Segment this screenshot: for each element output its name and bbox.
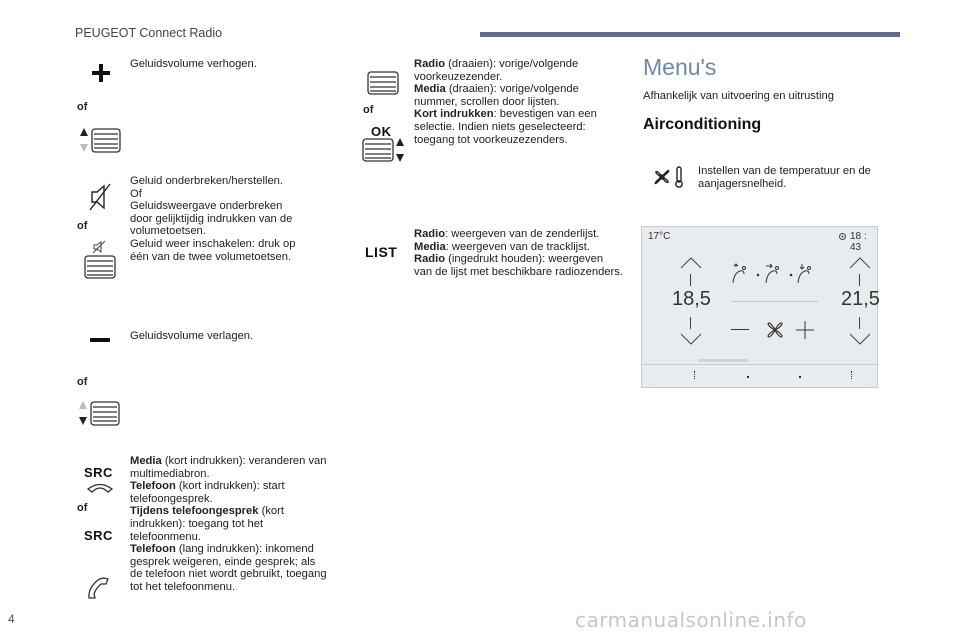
radio-text [414, 58, 624, 146]
radio-wheel-icon [367, 70, 399, 96]
of-label: of [363, 104, 374, 116]
src-text [130, 455, 330, 594]
menu-dot-icon[interactable] [747, 376, 749, 378]
src-tel-bold: Telefoon [130, 480, 176, 493]
list-media-desc: : weergeven van de tracklijst. [445, 240, 590, 253]
of-label: of [77, 502, 88, 514]
menus-title: Menu's [643, 54, 717, 80]
mute-line-7: één van de twee volumetoetsen. [130, 250, 292, 263]
airflow-mode-icons[interactable] [730, 263, 820, 285]
left-temp-tick [690, 274, 691, 286]
vol-down-text: Geluidsvolume verlagen. [130, 330, 254, 342]
list-radio-bold: Radio [414, 228, 446, 240]
mute-line-5: volumetoetsen. [130, 225, 206, 238]
right-temp-tick-2 [859, 317, 860, 329]
radio-bold: Radio [414, 58, 446, 70]
fan-plus-icon[interactable] [796, 321, 814, 339]
short-press-desc: : bevestigen van een selectie. Indien niets geselecteerd: toegang tot voorkeuzezenders. [414, 108, 597, 146]
list-radio-desc: : weergeven van de zenderlijst. [445, 228, 600, 240]
outside-temp: 17°C [648, 231, 671, 242]
src-during-text: (kort indrukken): toegang tot het telefoonmenu. [130, 505, 284, 543]
gps-icon [838, 232, 847, 241]
menu-dots-icon[interactable] [694, 371, 697, 379]
right-temp-up-icon[interactable] [849, 257, 871, 269]
minus-icon [89, 336, 111, 344]
volume-wheel-icon [83, 254, 117, 280]
clock: 18 : 43 [850, 231, 867, 253]
of-label: of [77, 101, 88, 113]
active-tab-indicator [698, 359, 748, 362]
aircon-text: Instellen van de temperatuur en de aanjagersnelheid. [698, 165, 871, 190]
header-title: PEUGEOT Connect Radio [75, 26, 223, 40]
header-bar [480, 32, 900, 37]
ok-label: OK [371, 124, 392, 139]
of-label: of [77, 220, 88, 232]
bottom-menu-bar [642, 364, 877, 388]
left-temp-down-icon[interactable] [680, 333, 702, 345]
mute-line-1: Geluid onderbreken/herstellen. [130, 175, 283, 187]
aircon-title: Airconditioning [643, 116, 762, 133]
mute-line-4: door gelijktijdig indrukken van de [130, 212, 293, 225]
list-label: LIST [365, 244, 398, 260]
menu-dots-icon-2[interactable] [851, 371, 854, 379]
list-text [414, 228, 624, 278]
mute-icon [88, 182, 112, 212]
list-radio2-bold: Radio [414, 253, 446, 266]
vol-up-text: Geluidsvolume verhogen. [130, 58, 257, 70]
src-label: SRC [84, 465, 113, 480]
of-label: of [77, 376, 88, 388]
left-temp-value: 18,5 [672, 288, 711, 310]
list-radio2-desc: (ingedrukt houden): weergeven van de lijst met beschikbare radiozenders. [414, 253, 623, 278]
phone-icon [86, 480, 114, 494]
mute-line-6: Geluid weer inschakelen: druk op [130, 237, 296, 250]
watermark: carmanualsonline.info [575, 608, 807, 632]
volume-wheel-down-icon [77, 399, 121, 427]
media-desc: (draaien): vorige/volgende nummer, scrollen door lijsten. [414, 83, 579, 108]
right-temp-tick [859, 274, 860, 286]
src-media-text: (kort indrukken): veranderen van multimediabron. [130, 455, 327, 480]
left-temp-tick-2 [690, 317, 691, 329]
src-label-2: SRC [84, 528, 113, 543]
radio-desc: (draaien): vorige/volgende voorkeuzezender. [414, 58, 579, 83]
divider [732, 301, 818, 302]
menu-dot-icon-2[interactable] [799, 376, 801, 378]
media-bold: Media [414, 83, 446, 96]
fan-temperature-icon [650, 164, 686, 190]
page-number: 4 [8, 612, 15, 626]
climate-screen [641, 226, 878, 388]
src-media-bold: Media [130, 455, 162, 467]
ok-wheel-icon [362, 137, 406, 163]
left-temp-up-icon[interactable] [680, 257, 702, 269]
plus-icon [90, 62, 112, 84]
src-tel-long-text: (lang indrukken): inkomend gesprek weigeren, einde gesprek; als de telefoon niet wordt gebruikt, toegang tot het telefoonmenu. [130, 543, 327, 593]
phone-handset-icon [86, 576, 112, 602]
src-tel-long-bold: Telefoon [130, 543, 176, 556]
fan-minus-icon[interactable] [731, 329, 749, 330]
list-media-bold: Media [414, 240, 446, 253]
src-during-bold: Tijdens telefoongesprek [130, 505, 259, 518]
volume-wheel-up-icon [78, 126, 122, 154]
mute-small-icon [92, 240, 106, 254]
mute-line-2: Of [130, 187, 142, 200]
mute-line-3: Geluidsweergave onderbreken [130, 200, 283, 213]
right-temp-value: 21,5 [841, 288, 880, 310]
mute-text [130, 175, 330, 263]
short-press-bold: Kort indrukken [414, 108, 494, 121]
fan-icon [760, 315, 790, 345]
src-tel-text: (kort indrukken): start telefoongesprek. [130, 480, 285, 505]
menus-subtitle: Afhankelijk van uitvoering en uitrusting [643, 90, 834, 102]
right-temp-down-icon[interactable] [849, 333, 871, 345]
